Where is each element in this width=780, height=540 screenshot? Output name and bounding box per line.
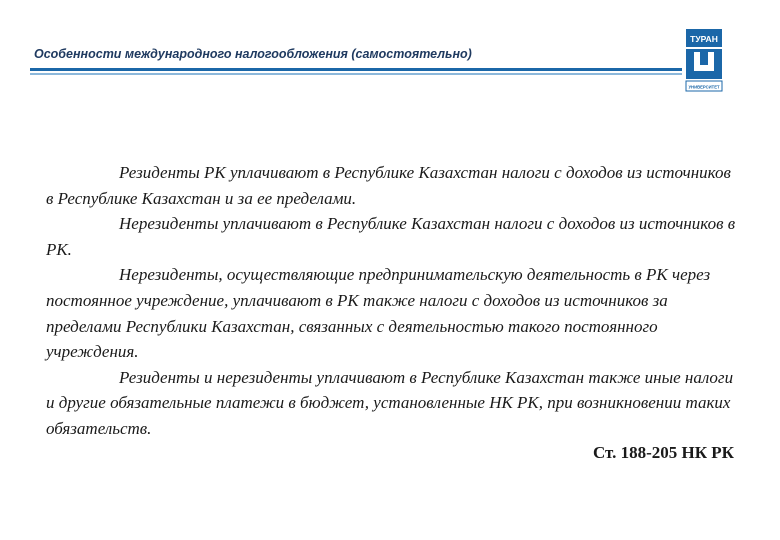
header-divider: [30, 68, 682, 71]
paragraph-other-taxes: Резиденты и нерезиденты уплачивают в Республике Казахстан также иные налоги и другие обязательные платежи в бюджет, установленные НК РК, при возникновении таких обязательств.: [46, 367, 734, 438]
paragraph-permanent-establishment: Нерезиденты, осуществляющие предпринимательскую деятельность в РК через постоянное учреждение, уплачивают в РК также налоги с доходов из источников за пределами Республики Казахстан, связанных с деятельностью такого постоянного учреждения.: [46, 265, 711, 362]
paragraph-residents: Резиденты РК уплачивают в Республике Казахстан налоги с доходов из источников в Республике Казахстан и за ее пределами.: [46, 163, 731, 208]
paragraph-nonresidents: Нерезиденты уплачивают в Республике Казахстан налоги с доходов из источников в РК.: [46, 214, 736, 259]
logo-bottom-text: УНИВЕРСИТЕТ: [688, 84, 720, 90]
header-divider-light: [30, 73, 682, 75]
turan-university-logo: [685, 28, 723, 92]
logo-top-text: ТУРАН: [690, 34, 718, 44]
law-citation: Ст. 188-205 НК РК: [592, 443, 734, 462]
slide-title: Особенности международного налогообложения (самостоятельно): [34, 47, 472, 61]
main-text: [46, 160, 736, 442]
